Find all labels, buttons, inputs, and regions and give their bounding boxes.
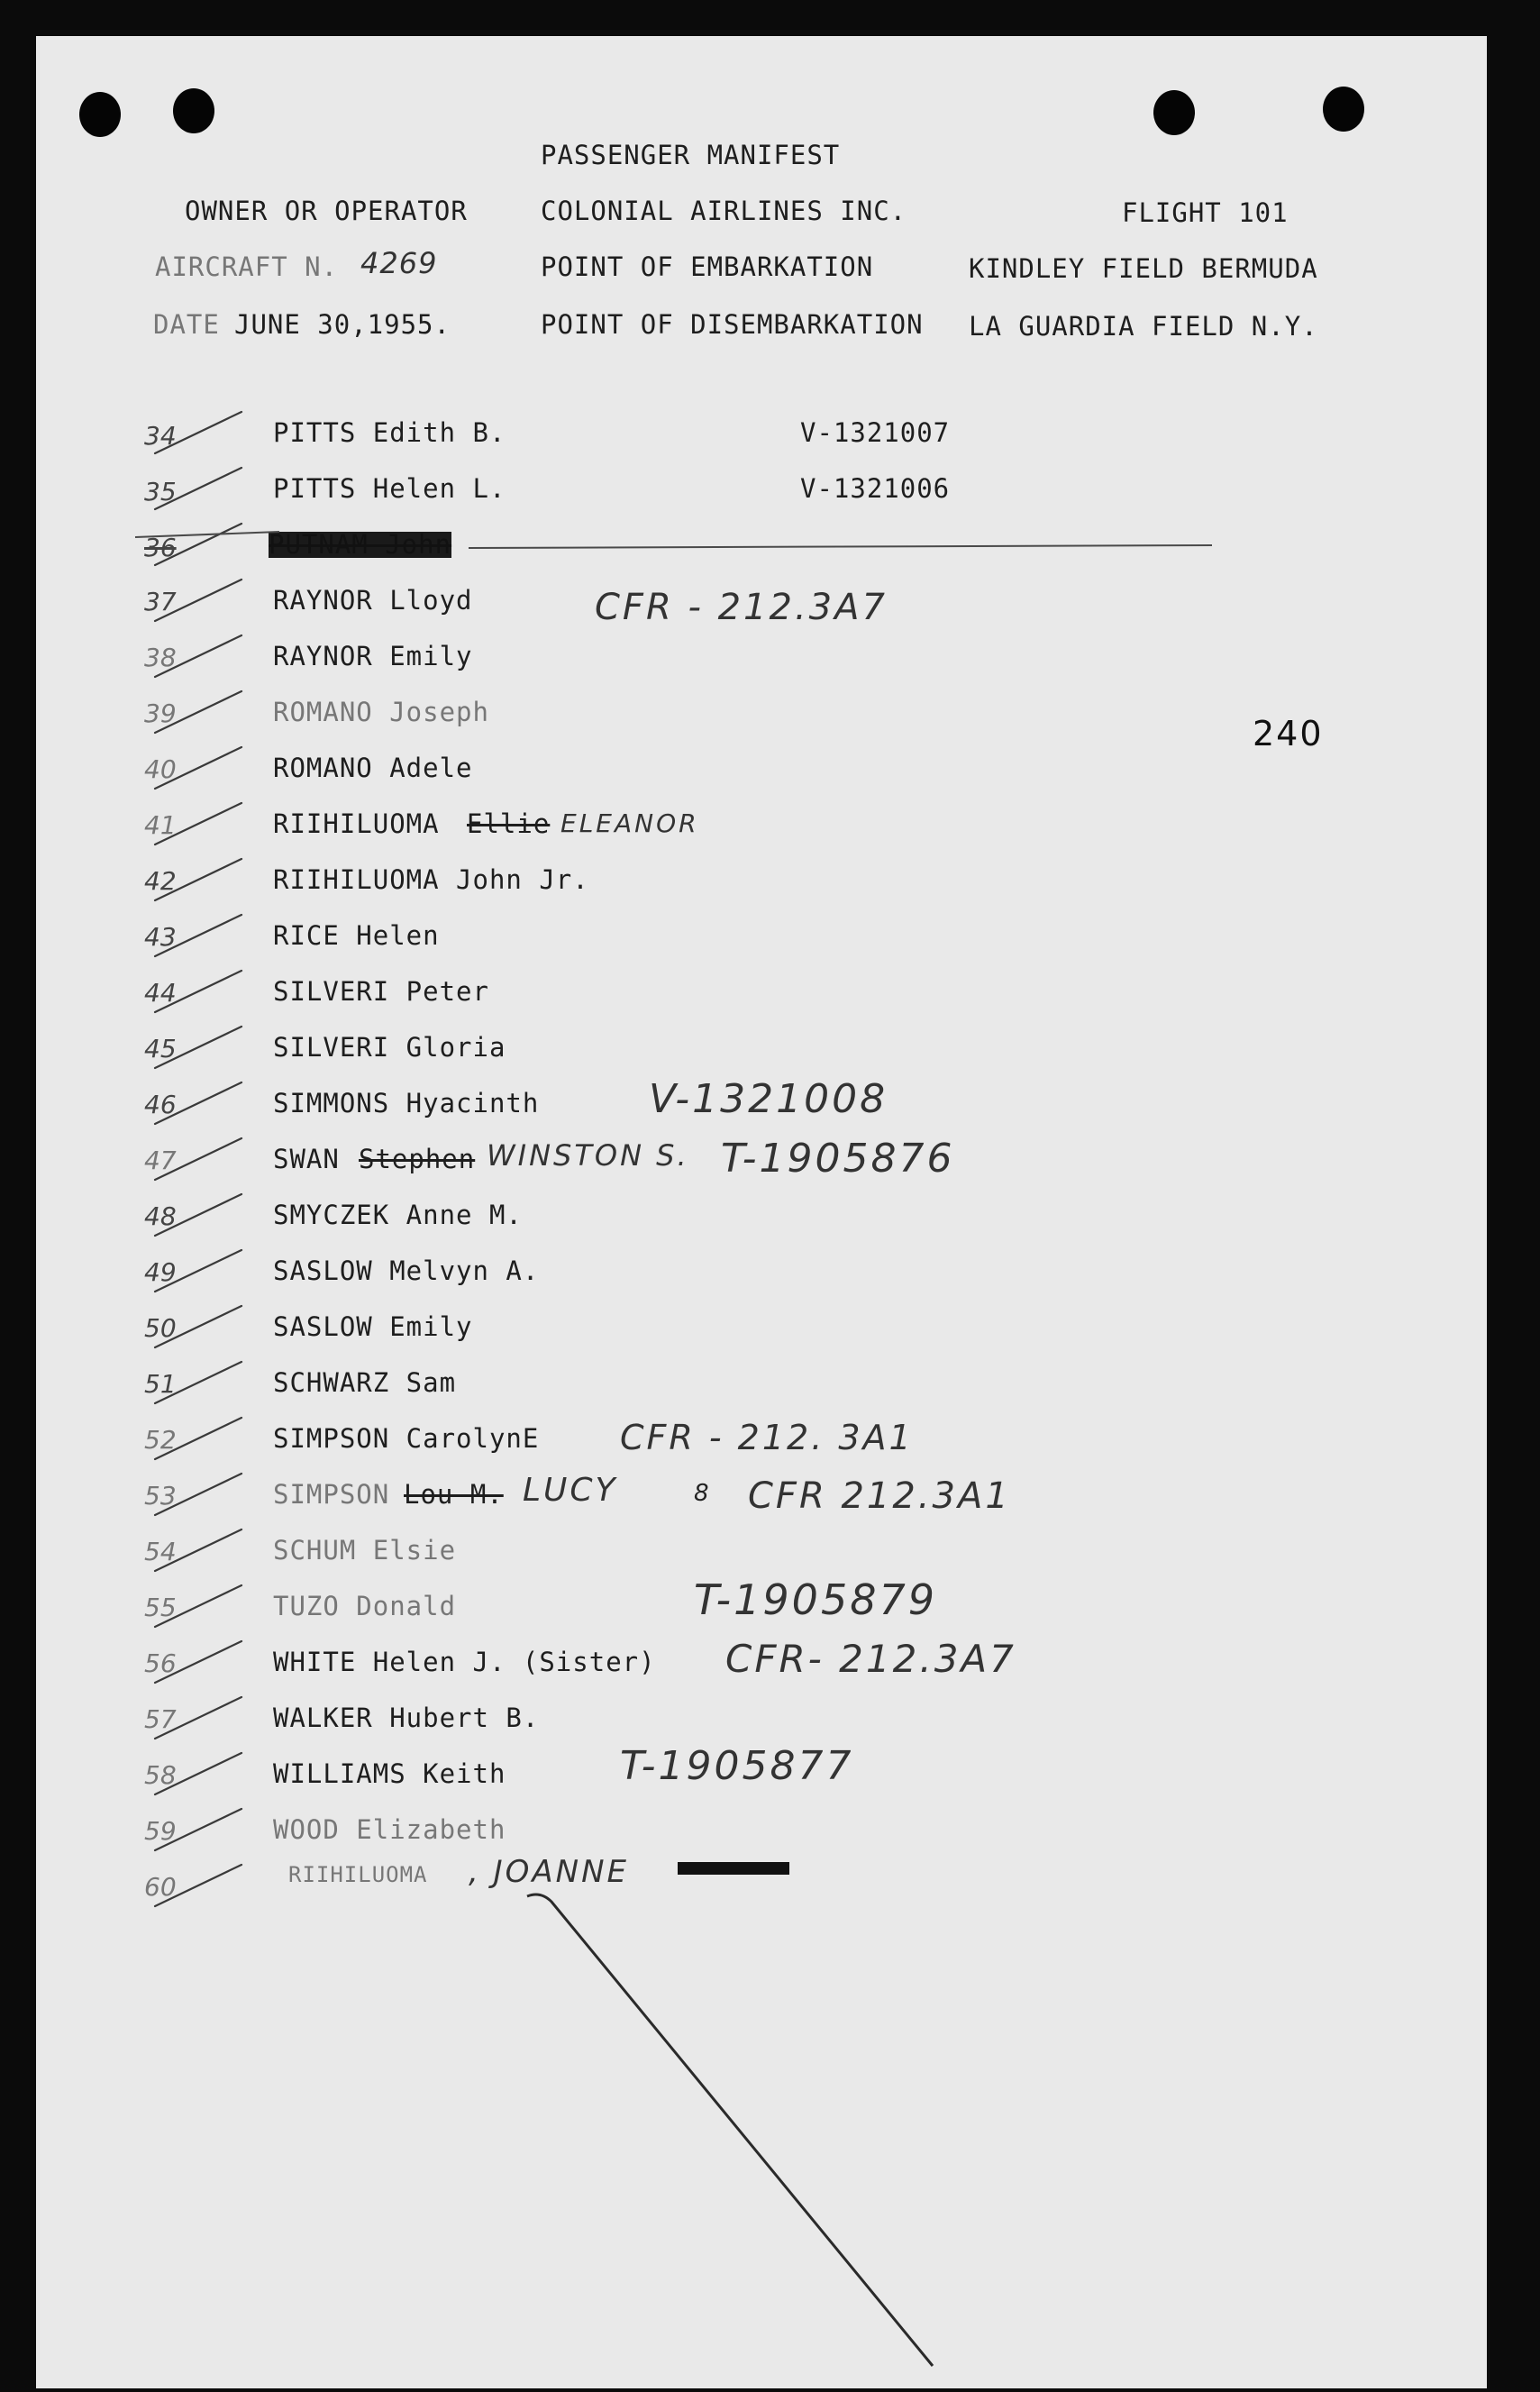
passenger-name: SMYCZEK Anne M. [273, 1200, 523, 1230]
passenger-name: TUZO Donald [273, 1591, 457, 1621]
row-number: 42 [144, 866, 177, 896]
passenger-name: RICE Helen [273, 920, 440, 951]
passenger-name: SIMMONS Hyacinth [273, 1088, 540, 1118]
check-mark [155, 691, 241, 733]
passenger-name: SCHWARZ Sam [273, 1367, 457, 1398]
handwritten-note: T-1905879 [694, 1575, 938, 1624]
check-mark [155, 1418, 241, 1459]
row-number: 59 [144, 1816, 177, 1846]
owner-label: OWNER OR OPERATOR [185, 196, 468, 226]
check-mark [155, 468, 241, 509]
embarkation-value: KINDLEY FIELD BERMUDA [969, 253, 1318, 284]
check-mark [155, 1641, 241, 1683]
row-number: 38 [144, 643, 177, 672]
disembarkation-label: POINT OF DISEMBARKATION [541, 309, 924, 340]
passenger-name: ROMANO Joseph [273, 697, 489, 727]
row-number: 48 [144, 1201, 177, 1231]
passenger-name: SILVERI Gloria [273, 1032, 506, 1063]
row-number: 45 [144, 1034, 177, 1064]
owner-value: COLONIAL AIRLINES INC. [541, 196, 907, 226]
check-mark [155, 1082, 241, 1124]
row-number: 54 [144, 1537, 177, 1566]
date-label: DATE [153, 309, 220, 340]
row-number: 58 [144, 1760, 177, 1790]
row-number: 41 [144, 810, 177, 840]
row-number: 47 [144, 1146, 177, 1175]
check-mark [155, 915, 241, 956]
check-mark [155, 747, 241, 789]
row-number: 53 [144, 1481, 177, 1511]
disembarkation-value: LA GUARDIA FIELD N.Y. [969, 311, 1318, 342]
passenger-name: RIIHILUOMA [273, 808, 440, 839]
row-number: 34 [144, 421, 177, 451]
passenger-name: RIIHILUOMA John Jr. [273, 864, 589, 895]
passenger-name: WILLIAMS Keith [273, 1758, 506, 1789]
passenger-name: SASLOW Emily [273, 1311, 473, 1342]
handwritten-note: CFR- 212.3A7 [725, 1637, 1016, 1681]
struck-first-name: Lou M. [404, 1479, 504, 1510]
check-mark [155, 1306, 241, 1347]
row-number: 37 [144, 587, 177, 616]
passenger-name: SCHUM Elsie [273, 1535, 457, 1566]
handwritten-correction: WINSTON S. [487, 1138, 689, 1173]
row-number: 44 [144, 978, 177, 1008]
check-mark [155, 1697, 241, 1739]
passenger-name: PITTS Helen L. [273, 473, 506, 504]
check-mark [155, 1194, 241, 1236]
date-value: JUNE 30,1955. [234, 309, 451, 340]
passenger-name: PITTS Edith B. [273, 417, 506, 448]
row-number: 56 [144, 1648, 177, 1678]
check-mark [155, 1529, 241, 1571]
strike-through-line [135, 532, 279, 537]
page-number: 240 [1253, 714, 1324, 753]
check-mark [155, 1809, 241, 1850]
handwritten-note: CFR - 212. 3A1 [620, 1418, 914, 1457]
row-number: 40 [144, 754, 177, 784]
handwritten-correction: LUCY [523, 1472, 618, 1509]
handwritten-correction: , JOANNE [469, 1854, 630, 1890]
check-mark [155, 1585, 241, 1627]
aircraft-label: AIRCRAFT N. [155, 251, 339, 282]
row-number: 43 [144, 922, 177, 952]
row-number: 52 [144, 1425, 177, 1455]
passport-number: V-1321006 [800, 473, 951, 504]
row-number: 46 [144, 1090, 177, 1119]
passenger-name: RIIHILUOMA [288, 1862, 428, 1887]
check-mark [155, 1474, 241, 1515]
passenger-name: SASLOW Melvyn A. [273, 1255, 540, 1286]
check-mark [155, 803, 241, 845]
passenger-name: RAYNOR Lloyd [273, 585, 473, 616]
handwritten-note: CFR - 212.3A7 [595, 587, 888, 628]
passenger-name: WHITE Helen J. (Sister) [273, 1647, 656, 1677]
row-number: 49 [144, 1257, 177, 1287]
check-mark [155, 1027, 241, 1068]
row-number: 35 [144, 477, 177, 507]
check-mark [155, 580, 241, 621]
flight-number: FLIGHT 101 [1122, 197, 1289, 228]
check-mark [155, 635, 241, 677]
struck-first-name: Ellie [467, 808, 551, 839]
check-mark [155, 971, 241, 1012]
check-mark [155, 1138, 241, 1180]
row-number: 51 [144, 1369, 177, 1399]
passenger-name: WOOD Elizabeth [273, 1814, 506, 1845]
row-number: 50 [144, 1313, 177, 1343]
handwritten-correction: ELEANOR [560, 808, 699, 838]
check-mark [155, 412, 241, 453]
row-number: 57 [144, 1704, 177, 1734]
struck-mark-icon: 8 [694, 1480, 712, 1507]
aircraft-number: 4269 [360, 246, 438, 280]
handwritten-note: T-1905876 [721, 1136, 955, 1182]
struck-first-name: Stephen [359, 1144, 476, 1174]
check-mark [155, 524, 241, 565]
passenger-name: SIMPSON [273, 1479, 390, 1510]
passenger-name: RAYNOR Emily [273, 641, 473, 671]
row-number: 60 [144, 1872, 177, 1902]
embarkation-label: POINT OF EMBARKATION [541, 251, 874, 282]
check-mark [155, 1753, 241, 1794]
passenger-name: ROMANO Adele [273, 753, 473, 783]
check-mark [155, 859, 241, 900]
handwritten-note: V-1321008 [649, 1076, 888, 1122]
handwritten-note: CFR 212.3A1 [748, 1475, 1011, 1517]
passenger-name: WALKER Hubert B. [273, 1703, 540, 1733]
check-mark [155, 1865, 241, 1906]
pen-stroke [527, 1894, 933, 2366]
page-title: PASSENGER MANIFEST [541, 140, 841, 170]
handwritten-note: T-1905877 [620, 1743, 854, 1789]
check-mark [155, 1250, 241, 1292]
check-mark [155, 1362, 241, 1403]
row-number: 39 [144, 698, 177, 728]
redacted-passenger-name: PUTNAM John [269, 529, 452, 560]
row-number: 36 [144, 533, 177, 562]
passenger-name: SILVERI Peter [273, 976, 489, 1007]
passenger-name: SWAN [273, 1144, 340, 1174]
row-number: 55 [144, 1593, 177, 1622]
passport-number: V-1321007 [800, 417, 951, 448]
strike-through-line [469, 545, 1212, 548]
passenger-name: SIMPSON CarolynE [273, 1423, 540, 1454]
